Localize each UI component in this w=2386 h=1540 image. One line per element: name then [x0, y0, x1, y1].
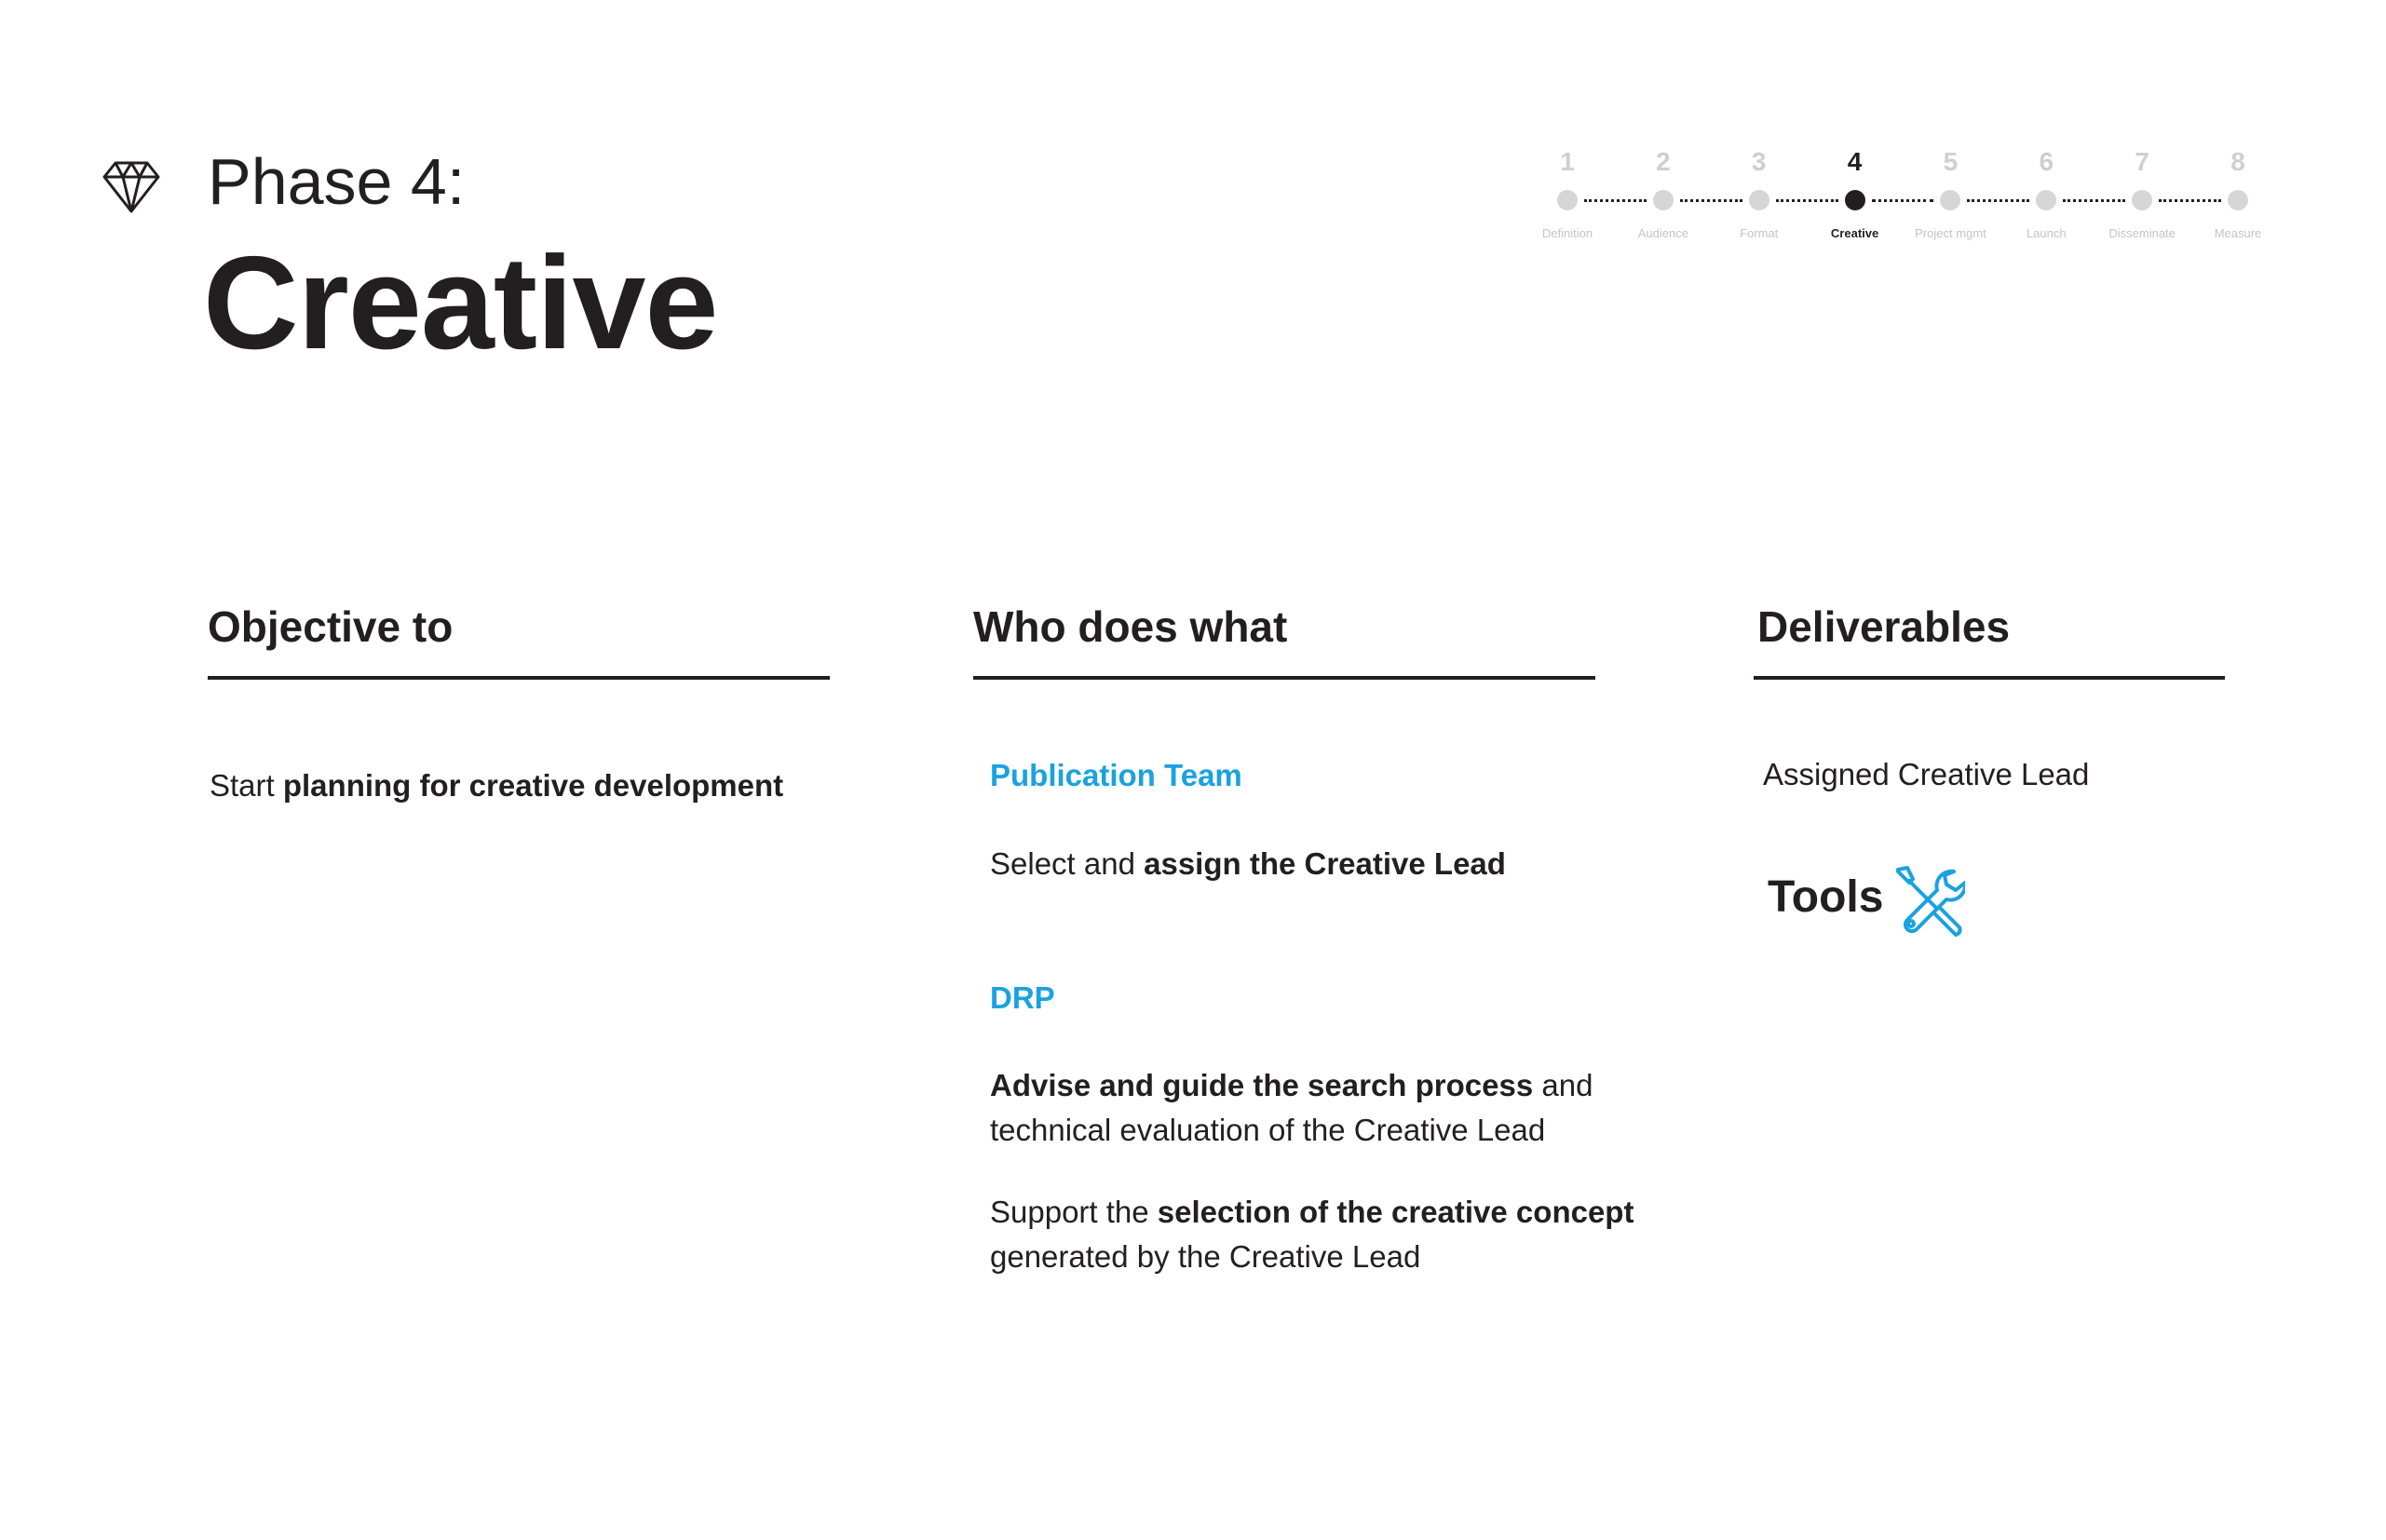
step-dot [2228, 190, 2248, 210]
tools-link[interactable]: Tools [1768, 872, 1884, 922]
step-caption: Measure [2214, 226, 2262, 240]
step-number: 6 [2039, 147, 2054, 176]
role-publication-team: Publication Team [990, 758, 1242, 792]
step-number: 5 [1943, 147, 1959, 176]
objective-heading: Objective to [208, 602, 454, 651]
step-dot [1845, 190, 1865, 210]
who-divider [973, 676, 1595, 680]
page-title: Creative [203, 229, 718, 377]
deliverables-divider [1754, 676, 2225, 680]
role-drp: DRP [990, 980, 1055, 1015]
step-number: 4 [1847, 147, 1863, 176]
step-caption: Definition [1541, 226, 1593, 240]
step-caption: Launch [2026, 226, 2067, 240]
tools-icon[interactable] [1891, 864, 1965, 939]
step-dot [1653, 190, 1674, 210]
diamond-icon [102, 160, 160, 214]
who-heading: Who does what [973, 602, 1288, 651]
step-dot [1749, 190, 1769, 210]
phase-stepper [1490, 149, 2263, 251]
step-caption: Format [1740, 226, 1779, 240]
objective-text: Start planning for creative development [210, 768, 784, 803]
step-caption: Project mgmt [1915, 226, 1986, 240]
step-dot [2036, 190, 2056, 210]
step-dot [2132, 190, 2152, 210]
publication-team-task: Select and assign the Creative Lead [990, 846, 1506, 881]
drp-task-1: Advise and guide the search process and technical evaluation of the Creative Lead [990, 1068, 1593, 1147]
stepper-step-8[interactable] [2173, 149, 2303, 239]
step-caption: Disseminate [2108, 226, 2176, 240]
step-dot [1940, 190, 1960, 210]
objective-divider [208, 676, 830, 680]
step-number: 8 [2230, 147, 2245, 176]
step-number: 3 [1751, 147, 1767, 176]
phase-label: Phase 4: [208, 145, 466, 218]
deliverables-heading: Deliverables [1757, 602, 2011, 651]
drp-task-2: Support the selection of the creative concept generated by the Creative Lead [990, 1195, 1634, 1274]
step-number: 2 [1656, 147, 1671, 176]
step-number: 7 [2135, 147, 2149, 176]
step-dot [1557, 190, 1578, 210]
deliverable-item: Assigned Creative Lead [1763, 757, 2090, 791]
step-caption: Creative [1830, 226, 1879, 240]
step-number: 1 [1560, 147, 1575, 176]
step-caption: Audience [1637, 226, 1688, 240]
